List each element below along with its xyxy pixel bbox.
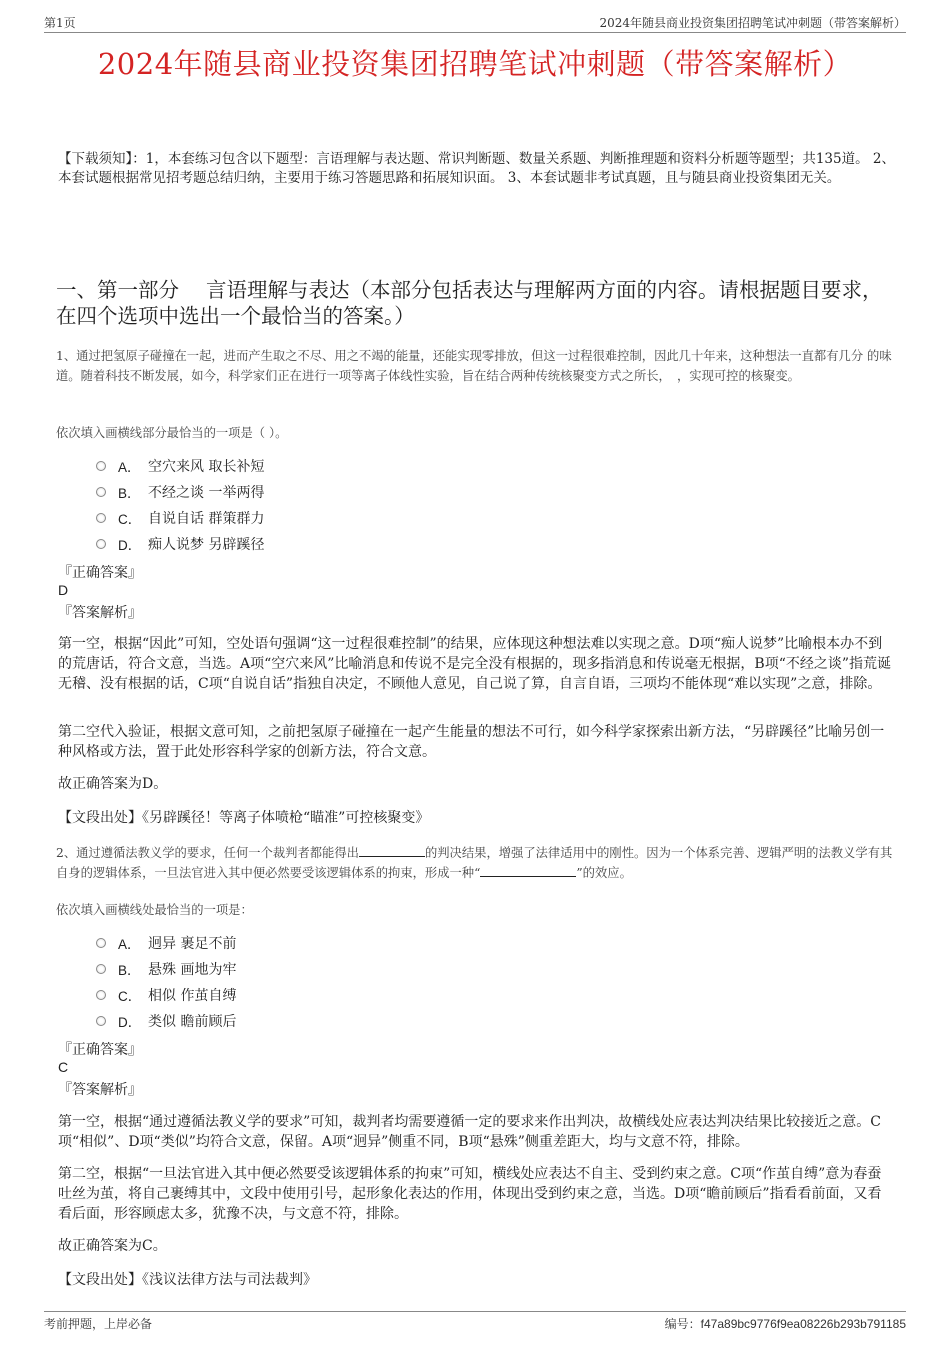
document-title: 2024年随县商业投资集团招聘笔试冲刺题（带答案解析） bbox=[97, 47, 853, 81]
section-heading: 一、第一部分 言语理解与表达（本部分包括表达与理解两方面的内容。请根据题目要求，在四个选项中选出一个最恰当的答案。） bbox=[56, 278, 883, 328]
radio-button-icon[interactable] bbox=[96, 487, 106, 497]
analysis-paragraph: 第二空，根据“一旦法官进入其中便必然要受该逻辑体系的拘束”可知，横线处应表达不自主、受到约束之意。C项“作茧自缚”意为春蚕吐丝为茧，将自己裹缚其中，文段中使用引号，起形象化表达的作用，体现出受到约束之意，当选。D项“瞻前顾后”指看看前面，又看看后面，形容顾虑太多，犹豫不决，与文意不符，排除。 bbox=[58, 1166, 882, 1222]
question-2-prompt: 依次填入画横线处最恰当的一项是： bbox=[56, 903, 253, 917]
option-text: 迥异 裹足不前 bbox=[148, 936, 237, 952]
option-letter: B． bbox=[118, 963, 141, 978]
radio-button-icon[interactable] bbox=[96, 461, 106, 471]
question-2-options bbox=[96, 930, 236, 1034]
option-text: 类似 瞻前顾后 bbox=[148, 1014, 237, 1030]
option-text: 相似 作茧自缚 bbox=[148, 988, 237, 1004]
analysis-label: 『答案解析』 bbox=[58, 1082, 142, 1098]
fill-blank bbox=[480, 864, 576, 877]
footer-slogan: 考前押题，上岸必备 bbox=[44, 1317, 153, 1331]
option-text: 空穴来风 取长补短 bbox=[148, 459, 265, 475]
analysis-label: 『答案解析』 bbox=[58, 605, 142, 621]
option-b[interactable] bbox=[96, 956, 236, 982]
option-text: 不经之谈 一举两得 bbox=[148, 485, 265, 501]
question-2-text-part: 2、通过遵循法教义学的要求，任何一个裁判者都能得出 bbox=[56, 846, 359, 860]
option-letter: A． bbox=[118, 460, 141, 475]
question-1-options bbox=[96, 453, 264, 557]
page-number: 第1页 bbox=[44, 16, 76, 30]
option-text: 痴人说梦 另辟蹊径 bbox=[148, 537, 265, 553]
radio-button-icon[interactable] bbox=[96, 938, 106, 948]
source-citation: 【文段出处】《浅议法律方法与司法裁判》 bbox=[58, 1272, 317, 1288]
analysis-conclusion: 故正确答案为C。 bbox=[58, 1238, 167, 1254]
correct-answer-value: D bbox=[58, 582, 69, 598]
question-1-prompt: 依次填入画横线部分最恰当的一项是（ ）。 bbox=[56, 426, 288, 440]
correct-answer-label: 『正确答案』 bbox=[58, 565, 142, 581]
question-2-text-part: 的判决结果，增强了法律适用中的刚性。因为一个体系完善、逻辑严明的法教义学有其自身的逻辑体系，一旦法官进入其中便必然要受该逻辑体系的拘束，形成一种“ bbox=[56, 846, 893, 880]
page-footer bbox=[44, 1311, 906, 1332]
question-2-text bbox=[56, 843, 901, 883]
radio-button-icon[interactable] bbox=[96, 964, 106, 974]
analysis-conclusion: 故正确答案为D。 bbox=[58, 776, 168, 792]
page-header bbox=[44, 14, 906, 33]
document-code-value: f47a89bc9776f9ea08226b293b791185 bbox=[700, 1317, 906, 1331]
fill-blank bbox=[359, 844, 425, 857]
option-letter: C． bbox=[118, 989, 142, 1004]
option-text: 自说自话 群策群力 bbox=[148, 511, 265, 527]
correct-answer-value: C bbox=[58, 1059, 69, 1075]
option-letter: D． bbox=[118, 538, 142, 553]
analysis-paragraph: 第一空，根据“通过遵循法教义学的要求”可知，裁判者均需要遵循一定的要求来作出判决，故横线处应表达判决结果比较接近之意。C项“相似”、D项“类似”均符合文意，保留。A项“迥异”侧重不同，B项“悬殊”侧重差距大，均与文意不符，排除。 bbox=[58, 1114, 882, 1150]
radio-button-icon[interactable] bbox=[96, 1016, 106, 1026]
option-a[interactable] bbox=[96, 453, 264, 479]
correct-answer-label: 『正确答案』 bbox=[58, 1042, 142, 1058]
radio-button-icon[interactable] bbox=[96, 513, 106, 523]
option-letter: D． bbox=[118, 1015, 142, 1030]
option-c[interactable] bbox=[96, 505, 264, 531]
option-a[interactable] bbox=[96, 930, 236, 956]
option-b[interactable] bbox=[96, 479, 264, 505]
running-title: 2024年随县商业投资集团招聘笔试冲刺题（带答案解析） bbox=[599, 16, 906, 30]
option-letter: B． bbox=[118, 486, 141, 501]
option-text: 悬殊 画地为牢 bbox=[148, 962, 237, 978]
radio-button-icon[interactable] bbox=[96, 539, 106, 549]
document-code-label: 编号： bbox=[664, 1317, 701, 1331]
option-d[interactable] bbox=[96, 531, 264, 557]
analysis-paragraph: 第二空代入验证，根据文意可知，之前把氢原子碰撞在一起产生能量的想法不可行，如今科学家探索出新方法，“另辟蹊径”比喻另创一种风格或方法，置于此处形容科学家的创新方法，符合文意。 bbox=[58, 724, 885, 760]
option-d[interactable] bbox=[96, 1008, 236, 1034]
download-notice: 【下载须知】：1，本套练习包含以下题型：言语理解与表达题、常识判断题、数量关系题、判断推理题和资料分析题等题型；共135道。 2、本套试题根据常见招考题总结归纳，主要用于练习答题思路和拓展知识面。 3、本套试题非考试真题，且与随县商业投资集团无关。 bbox=[58, 151, 895, 186]
question-2-text-part: ”的效应。 bbox=[576, 866, 632, 880]
document-code bbox=[665, 1315, 906, 1332]
option-letter: A． bbox=[118, 937, 141, 952]
radio-button-icon[interactable] bbox=[96, 990, 106, 1000]
analysis-paragraph: 第一空，根据“因此”可知，空处语句强调“这一过程很难控制”的结果，应体现这种想法难以实现之意。D项“痴人说梦”比喻根本办不到的荒唐话，符合文意，当选。A项“空穴来风”比喻消息和传说不是完全没有根据的，现多指消息和传说毫无根据，B项“不经之谈”指荒诞无稽、没有根据的话，C项“自说自话”指独自决定，不顾他人意见，自己说了算，自言自语，三项均不能体现“难以实现”之意，排除。 bbox=[58, 636, 892, 692]
option-letter: C． bbox=[118, 512, 142, 527]
option-c[interactable] bbox=[96, 982, 236, 1008]
question-1-text: 1、通过把氢原子碰撞在一起，进而产生取之不尽、用之不竭的能量，还能实现零排放，但这一过程很难控制，因此几十年来，这种想法一直都有几分 的味道。随着科技不断发展，如今，科学家们正在进行一项等离子体线性实验，旨在结合两种传统核聚变方式之所长， ，实现可控的核聚变。 bbox=[56, 349, 892, 383]
source-citation: 【文段出处】《另辟蹊径！等离子体喷枪“瞄准”可控核聚变》 bbox=[58, 810, 430, 826]
